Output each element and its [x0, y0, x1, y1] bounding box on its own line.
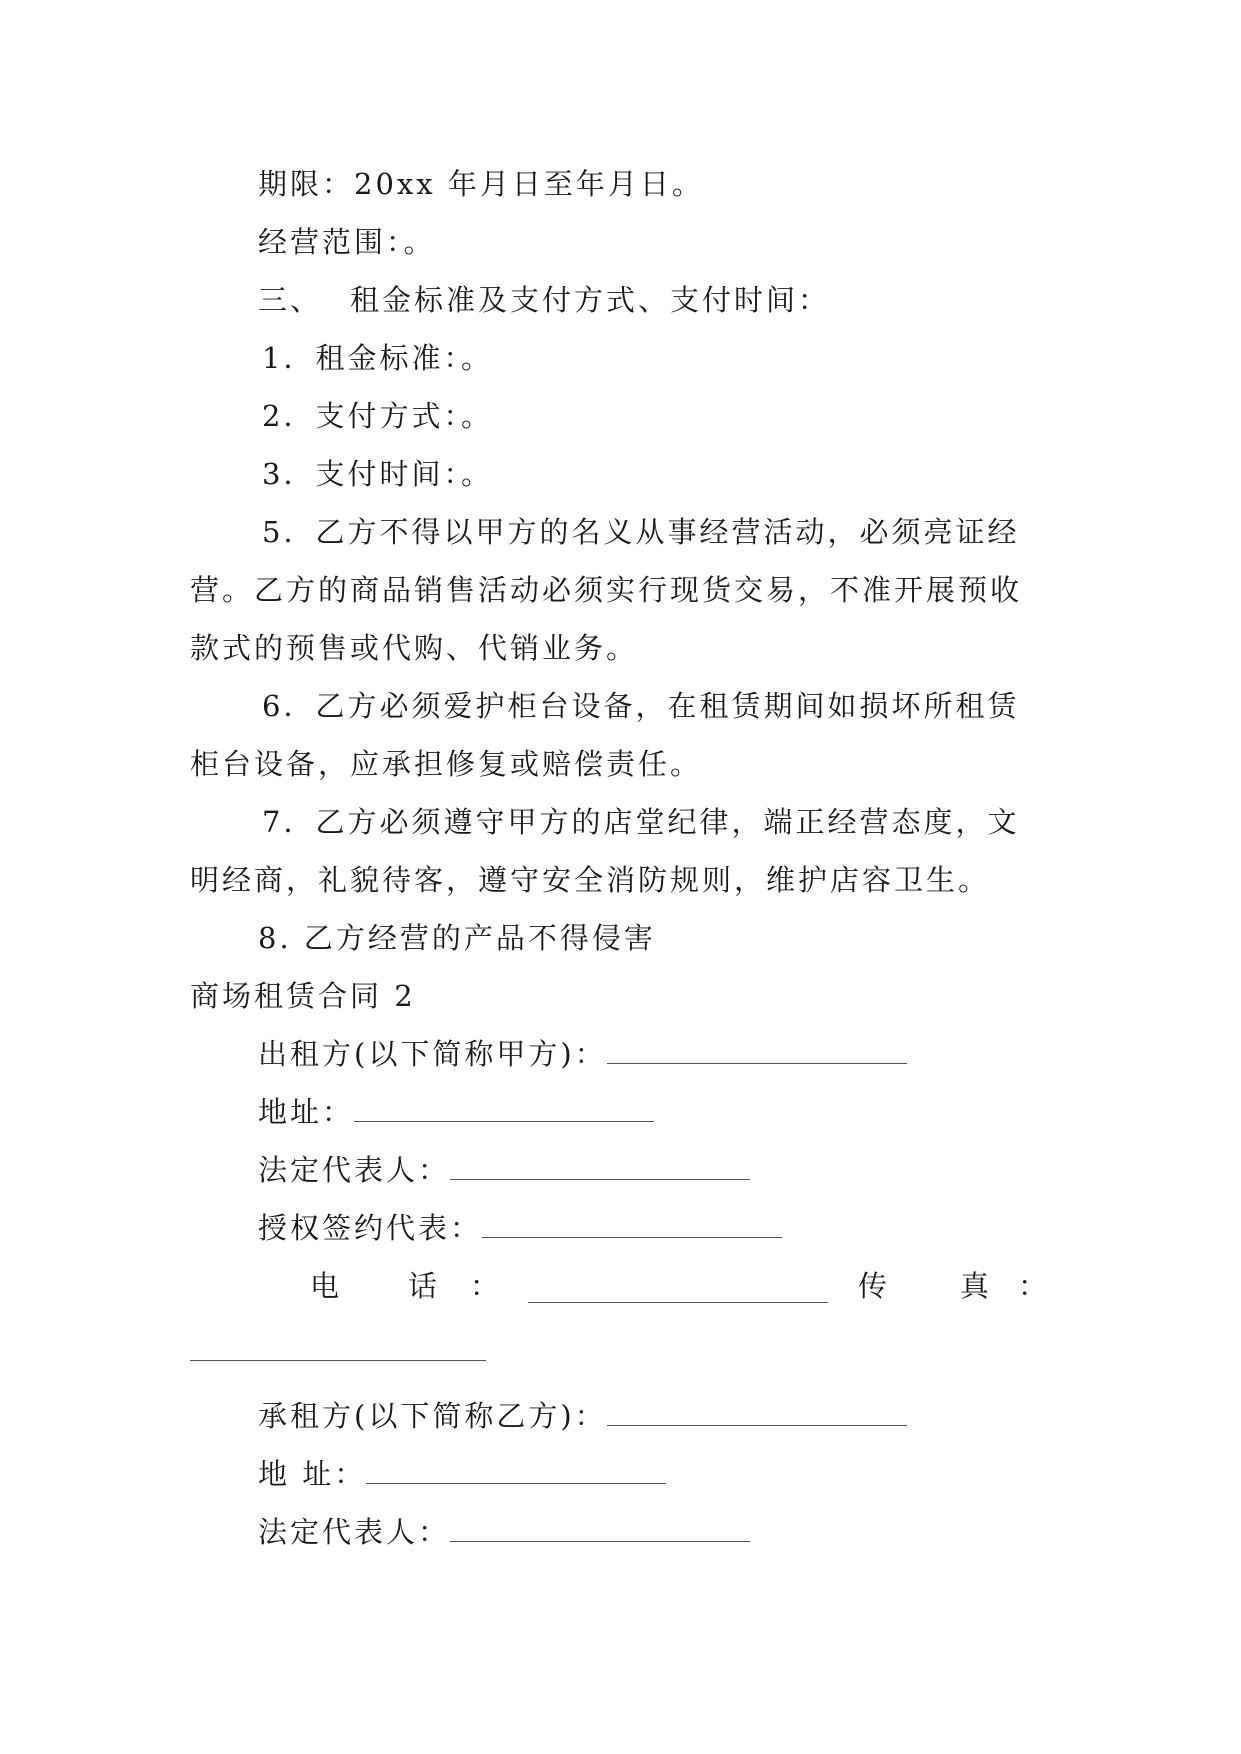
contract-2-title: 商场租赁合同 2 — [190, 979, 416, 1013]
fax-label-2: 真 — [960, 1269, 990, 1303]
lessor-line — [258, 1034, 907, 1074]
party-a-legal-rep-blank — [450, 1157, 750, 1180]
item-5-line-1: 5．乙方不得以甲方的名义从事经营活动，必须亮证经 — [262, 515, 1020, 549]
item-3-line: 3．支付时间：。 — [262, 457, 493, 491]
item-5-line-2: 营。乙方的商品销售活动必须实行现货交易，不准开展预收 — [190, 573, 1023, 607]
party-a-legal-rep-line — [258, 1150, 750, 1190]
lessor-blank — [607, 1041, 907, 1064]
fax-blank — [190, 1338, 486, 1361]
lessee-label: 承租方(以下简称乙方)： — [258, 1399, 607, 1433]
party-b-legal-rep-line — [258, 1512, 750, 1552]
phone-colon: ： — [470, 1269, 500, 1303]
term-line: 期限：20xx 年月日至年月日。 — [258, 167, 704, 201]
lessee-line — [258, 1396, 907, 1436]
item-7-line-2: 明经商，礼貌待客，遵守安全消防规则，维护店容卫生。 — [190, 863, 991, 897]
lessor-label: 出租方(以下简称甲方)： — [258, 1037, 607, 1071]
party-a-address-line — [258, 1092, 654, 1132]
lessee-blank — [607, 1403, 907, 1426]
party-b-address-line — [258, 1454, 666, 1494]
party-a-legal-rep-label: 法定代表人： — [258, 1153, 451, 1187]
phone-blank — [528, 1280, 828, 1303]
party-b-legal-rep-blank — [450, 1519, 750, 1542]
item-8-line: 8. 乙方经营的产品不得侵害 — [258, 921, 656, 955]
party-a-address-label: 地址： — [258, 1095, 355, 1129]
phone-label-1: 电 — [310, 1269, 340, 1303]
item-5-line-3: 款式的预售或代购、代销业务。 — [190, 631, 639, 665]
item-2-line: 2．支付方式：。 — [262, 399, 493, 433]
authorized-rep-line — [258, 1208, 782, 1248]
authorized-rep-label: 授权签约代表： — [258, 1211, 483, 1245]
phone-label-2: 话 — [408, 1269, 438, 1303]
party-b-address-blank — [366, 1461, 666, 1484]
scope-line: 经营范围：。 — [258, 225, 436, 259]
party-a-address-blank — [354, 1099, 654, 1122]
item-6-line-2: 柜台设备，应承担修复或赔偿责任。 — [190, 747, 703, 781]
fax-label-1: 传 — [858, 1269, 888, 1303]
party-b-address-label: 地 址： — [258, 1457, 367, 1491]
item-7-line-1: 7．乙方必须遵守甲方的店堂纪律，端正经营态度，文 — [262, 805, 1020, 839]
authorized-rep-blank — [482, 1215, 782, 1238]
fax-colon: ： — [1018, 1269, 1048, 1303]
item-6-line-1: 6．乙方必须爱护柜台设备，在租赁期间如损坏所租赁 — [262, 689, 1020, 723]
section-3-number: 三、 — [258, 283, 323, 317]
item-1-line: 1．租金标准：。 — [262, 341, 493, 375]
section-3-title: 租金标准及支付方式、支付时间： — [350, 283, 831, 317]
party-b-legal-rep-label: 法定代表人： — [258, 1515, 451, 1549]
section-3-heading — [258, 280, 830, 320]
